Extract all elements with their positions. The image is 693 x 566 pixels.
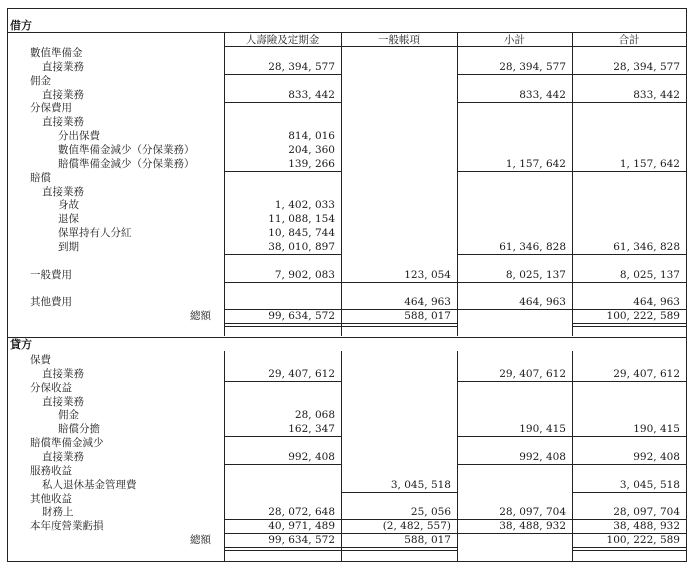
cell-underline bbox=[457, 102, 572, 103]
cell-underline bbox=[457, 533, 572, 534]
total-label: 總額 bbox=[190, 534, 211, 547]
cell-value: 29, 407, 612 bbox=[499, 367, 566, 380]
cell-value: 1, 157, 642 bbox=[619, 157, 680, 170]
row-label: 直接業務 bbox=[42, 367, 84, 380]
cell-underline bbox=[572, 74, 686, 75]
cell-double-underline bbox=[341, 550, 457, 551]
section-title: 借方 bbox=[10, 19, 32, 32]
row-label: 一般費用 bbox=[30, 268, 72, 281]
column-rule bbox=[572, 351, 573, 561]
row-label: 到期 bbox=[58, 240, 79, 253]
cell-value: 25, 056 bbox=[410, 506, 451, 519]
column-rule bbox=[457, 351, 458, 561]
cell-underline bbox=[224, 254, 341, 255]
cell-underline bbox=[572, 436, 686, 437]
row-label: 佣金 bbox=[58, 409, 79, 422]
row-label: 佣金 bbox=[30, 74, 51, 87]
cell-underline bbox=[224, 282, 341, 283]
cell-value: 464, 963 bbox=[404, 296, 451, 309]
cell-underline bbox=[457, 171, 572, 172]
cell-underline bbox=[457, 254, 572, 255]
cell-underline bbox=[572, 282, 686, 283]
column-header: 合計 bbox=[618, 34, 640, 46]
cell-value: 464, 963 bbox=[633, 296, 680, 309]
cell-value: 190, 415 bbox=[519, 423, 566, 436]
cell-value: 28, 394, 577 bbox=[613, 60, 680, 73]
cell-value: 204, 360 bbox=[288, 143, 335, 156]
row-label: 分保收益 bbox=[30, 381, 72, 394]
cell-underline bbox=[457, 282, 572, 283]
row-label: 直接業務 bbox=[42, 450, 84, 463]
row-label: 財務上 bbox=[42, 506, 74, 519]
cell-underline bbox=[224, 323, 341, 324]
cell-value: 123, 054 bbox=[404, 268, 451, 281]
row-label: 賠償分擔 bbox=[58, 423, 100, 436]
cell-value: 139, 266 bbox=[288, 157, 335, 170]
column-rule bbox=[224, 32, 225, 336]
frame-left bbox=[7, 8, 8, 561]
cell-value: 61, 346, 828 bbox=[613, 240, 680, 253]
cell-value: 28, 072, 648 bbox=[268, 506, 335, 519]
row-label: 直接業務 bbox=[42, 116, 84, 129]
cell-underline bbox=[457, 309, 572, 310]
cell-double-underline bbox=[341, 326, 457, 327]
cell-value: 992, 408 bbox=[633, 450, 680, 463]
cell-underline bbox=[341, 323, 457, 324]
frame-bottom bbox=[7, 561, 687, 562]
cell-underline bbox=[572, 547, 686, 548]
cell-value: 588, 017 bbox=[404, 310, 451, 323]
cell-underline bbox=[457, 381, 572, 382]
column-header: 人壽險及定期金 bbox=[245, 34, 320, 46]
cell-underline bbox=[572, 323, 686, 324]
cell-value: 10, 845, 744 bbox=[268, 227, 335, 240]
row-label: 保單持有人分紅 bbox=[58, 227, 132, 240]
cell-value: 11, 088, 154 bbox=[268, 213, 335, 226]
cell-value: 3, 045, 518 bbox=[619, 478, 680, 491]
row-label: 本年度營業虧損 bbox=[30, 520, 104, 533]
cell-value: 1, 402, 033 bbox=[274, 199, 335, 212]
cell-value: 992, 408 bbox=[288, 450, 335, 463]
column-rule bbox=[341, 351, 342, 561]
cell-value: (2, 482, 557) bbox=[382, 520, 451, 533]
cell-value: 7, 902, 083 bbox=[274, 268, 335, 281]
cell-value: 8, 025, 137 bbox=[505, 268, 566, 281]
frame-right bbox=[686, 8, 687, 561]
cell-value: 40, 971, 489 bbox=[268, 520, 335, 533]
cell-underline bbox=[457, 436, 572, 437]
column-header: 一般帳項 bbox=[378, 34, 420, 46]
cell-value: 814, 016 bbox=[288, 130, 335, 143]
row-label: 直接業務 bbox=[42, 395, 84, 408]
cell-value: 28, 394, 577 bbox=[499, 60, 566, 73]
row-label: 賠償 bbox=[30, 171, 51, 184]
column-rule bbox=[224, 351, 225, 561]
cell-value: 1, 157, 642 bbox=[505, 157, 566, 170]
frame-top bbox=[7, 8, 687, 9]
cell-underline bbox=[572, 381, 686, 382]
cell-underline bbox=[224, 74, 341, 75]
cell-value: 588, 017 bbox=[404, 534, 451, 547]
section-title: 貸方 bbox=[10, 338, 32, 351]
column-rule bbox=[572, 32, 573, 336]
cell-underline bbox=[572, 254, 686, 255]
cell-value: 100, 222, 589 bbox=[606, 534, 680, 547]
cell-underline bbox=[224, 464, 341, 465]
cell-value: 833, 442 bbox=[633, 88, 680, 101]
cell-value: 29, 407, 612 bbox=[613, 367, 680, 380]
cell-underline bbox=[572, 102, 686, 103]
row-label: 保費 bbox=[30, 354, 51, 366]
cell-value: 99, 634, 572 bbox=[268, 310, 335, 323]
cell-value: 833, 442 bbox=[288, 88, 335, 101]
header-bottom-rule bbox=[224, 46, 686, 47]
row-label: 服務收益 bbox=[30, 464, 72, 477]
cell-underline bbox=[224, 102, 341, 103]
cell-underline bbox=[572, 464, 686, 465]
cell-value: 38, 488, 932 bbox=[613, 520, 680, 533]
row-label: 其他費用 bbox=[30, 296, 72, 309]
cell-value: 61, 346, 828 bbox=[499, 240, 566, 253]
row-label: 退保 bbox=[58, 213, 79, 226]
cell-underline bbox=[572, 492, 686, 493]
cell-value: 38, 488, 932 bbox=[499, 520, 566, 533]
cell-double-underline bbox=[572, 550, 686, 551]
cell-value: 464, 963 bbox=[519, 296, 566, 309]
cell-value: 833, 442 bbox=[519, 88, 566, 101]
header-top-rule bbox=[7, 32, 687, 33]
cell-underline bbox=[572, 171, 686, 172]
column-rule bbox=[457, 32, 458, 336]
cell-value: 162, 347 bbox=[288, 423, 335, 436]
cell-value: 8, 025, 137 bbox=[619, 268, 680, 281]
section-divider bbox=[7, 337, 687, 338]
cell-underline bbox=[224, 547, 341, 548]
row-label: 數值準備金 bbox=[30, 47, 83, 59]
cell-double-underline bbox=[224, 550, 341, 551]
row-label: 私人退休基金管理費 bbox=[42, 478, 137, 491]
row-label: 分出保費 bbox=[58, 130, 100, 143]
row-label: 數值準備金減少（分保業務） bbox=[58, 143, 195, 156]
cell-value: 3, 045, 518 bbox=[390, 478, 451, 491]
row-label: 身故 bbox=[58, 199, 79, 212]
row-label: 賠償準備金減少 bbox=[30, 437, 104, 450]
cell-underline bbox=[457, 74, 572, 75]
cell-value: 99, 634, 572 bbox=[268, 534, 335, 547]
row-label: 其他收益 bbox=[30, 492, 72, 505]
cell-double-underline bbox=[224, 326, 341, 327]
cell-underline bbox=[224, 436, 341, 437]
cell-value: 28, 068 bbox=[294, 409, 335, 422]
total-label: 總額 bbox=[190, 310, 211, 323]
cell-value: 28, 097, 704 bbox=[499, 506, 566, 519]
row-label: 分保費用 bbox=[30, 102, 72, 115]
cell-value: 100, 222, 589 bbox=[606, 310, 680, 323]
cell-underline bbox=[224, 381, 341, 382]
row-label: 直接業務 bbox=[42, 60, 84, 73]
cell-value: 38, 010, 897 bbox=[268, 240, 335, 253]
cell-underline bbox=[224, 171, 341, 172]
cell-value: 28, 097, 704 bbox=[613, 506, 680, 519]
column-header: 小計 bbox=[504, 34, 525, 46]
row-label: 直接業務 bbox=[42, 185, 84, 198]
row-label: 直接業務 bbox=[42, 88, 84, 101]
cell-value: 29, 407, 612 bbox=[268, 367, 335, 380]
cell-underline bbox=[341, 547, 457, 548]
cell-value: 992, 408 bbox=[519, 450, 566, 463]
cell-double-underline bbox=[572, 326, 686, 327]
cell-underline bbox=[341, 282, 457, 283]
cell-value: 190, 415 bbox=[633, 423, 680, 436]
row-label: 賠償準備金減少（分保業務） bbox=[58, 157, 195, 170]
cell-underline bbox=[341, 492, 457, 493]
cell-value: 28, 394, 577 bbox=[268, 60, 335, 73]
cell-underline bbox=[457, 464, 572, 465]
column-rule bbox=[341, 32, 342, 336]
